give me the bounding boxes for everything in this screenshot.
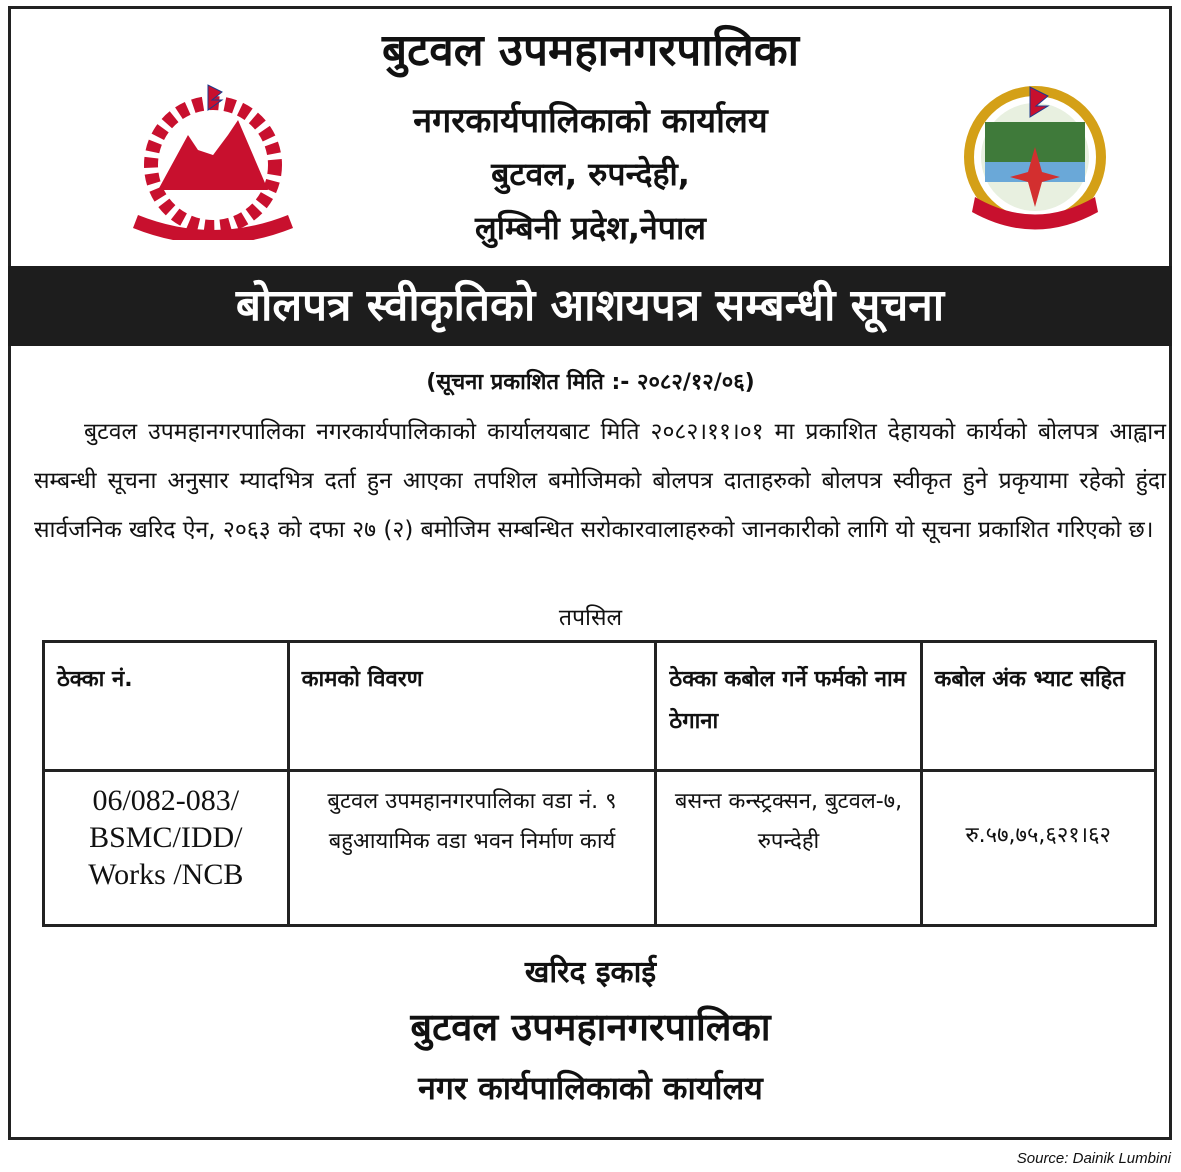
bid-amount: रु.५७,७५,६२१।६२ [921,771,1156,926]
bidder-name-address: बसन्त कन्स्ट्रक्सन, बुटवल-७, रुपन्देही [656,771,921,926]
location: बुटवल, रुपन्देही, [491,155,690,193]
table-header-row [44,642,1156,771]
footer-municipality: बुटवल उपमहानगरपालिका [410,1005,771,1049]
notice-body: बुटवल उपमहानगरपालिका नगरकार्यपालिकाको कार्यालयबाट मिति २०८२।११।०१ मा प्रकाशित देहायको कार्यको बोलपत्र आह्वान सम्बन्धी सूचना अनुसार म्यादभित्र दर्ता हुन आएका तपशिल बमोजिमको बोलपत्र दाताहरुको बोलपत्र स्वीकृत हुने प्रकृयामा रहेको हुंदा सार्वजनिक खरिद ऐन, २०६३ को दफा २७ (२) बमोजिम सम्बन्धित सरोकारवालाहरुको जानकारीको लागि यो सूचना प्रकाशित गरिएको छ। [34,419,1166,543]
province: लुम्बिनी प्रदेश,नेपाल [475,209,706,247]
header-bidder-name-address: ठेक्का कबोल गर्ने फर्मको नाम ठेगाना [656,642,921,771]
header-work-description: कामको विवरण [288,642,656,771]
butwal-municipality-logo [960,82,1110,237]
table-row [44,771,1156,926]
nepal-government-emblem [118,80,308,240]
contract-table [42,640,1157,927]
header-bid-amount: कबोल अंक भ्याट सहित [921,642,1156,771]
office-name: नगरकार्यपालिकाको कार्यालय [413,101,768,141]
header-contract-no: ठेक्का नं. [44,642,289,771]
publication-date: (सूचना प्रकाशित मिति :- २०८२/१२/०६) [426,370,755,395]
source-credit: Source: Dainik Lumbini [1016,1150,1171,1167]
work-description: बुटवल उपमहानगरपालिका वडा नं. ९ बहुआयामिक वडा भवन निर्माण कार्य [288,771,656,926]
procurement-unit: खरिद इकाई [524,955,657,990]
schedule-label: तपसिल [558,605,623,631]
contract-no: 06/082-083/ BSMC/IDD/ Works /NCB [44,771,289,926]
footer-office: नगर कार्यपालिकाको कार्यालय [418,1069,763,1107]
notice-title-banner: बोलपत्र स्वीकृतिको आशयपत्र सम्बन्धी सूचना [8,266,1172,346]
municipality-name: बुटवल उपमहानगरपालिका [381,25,800,76]
